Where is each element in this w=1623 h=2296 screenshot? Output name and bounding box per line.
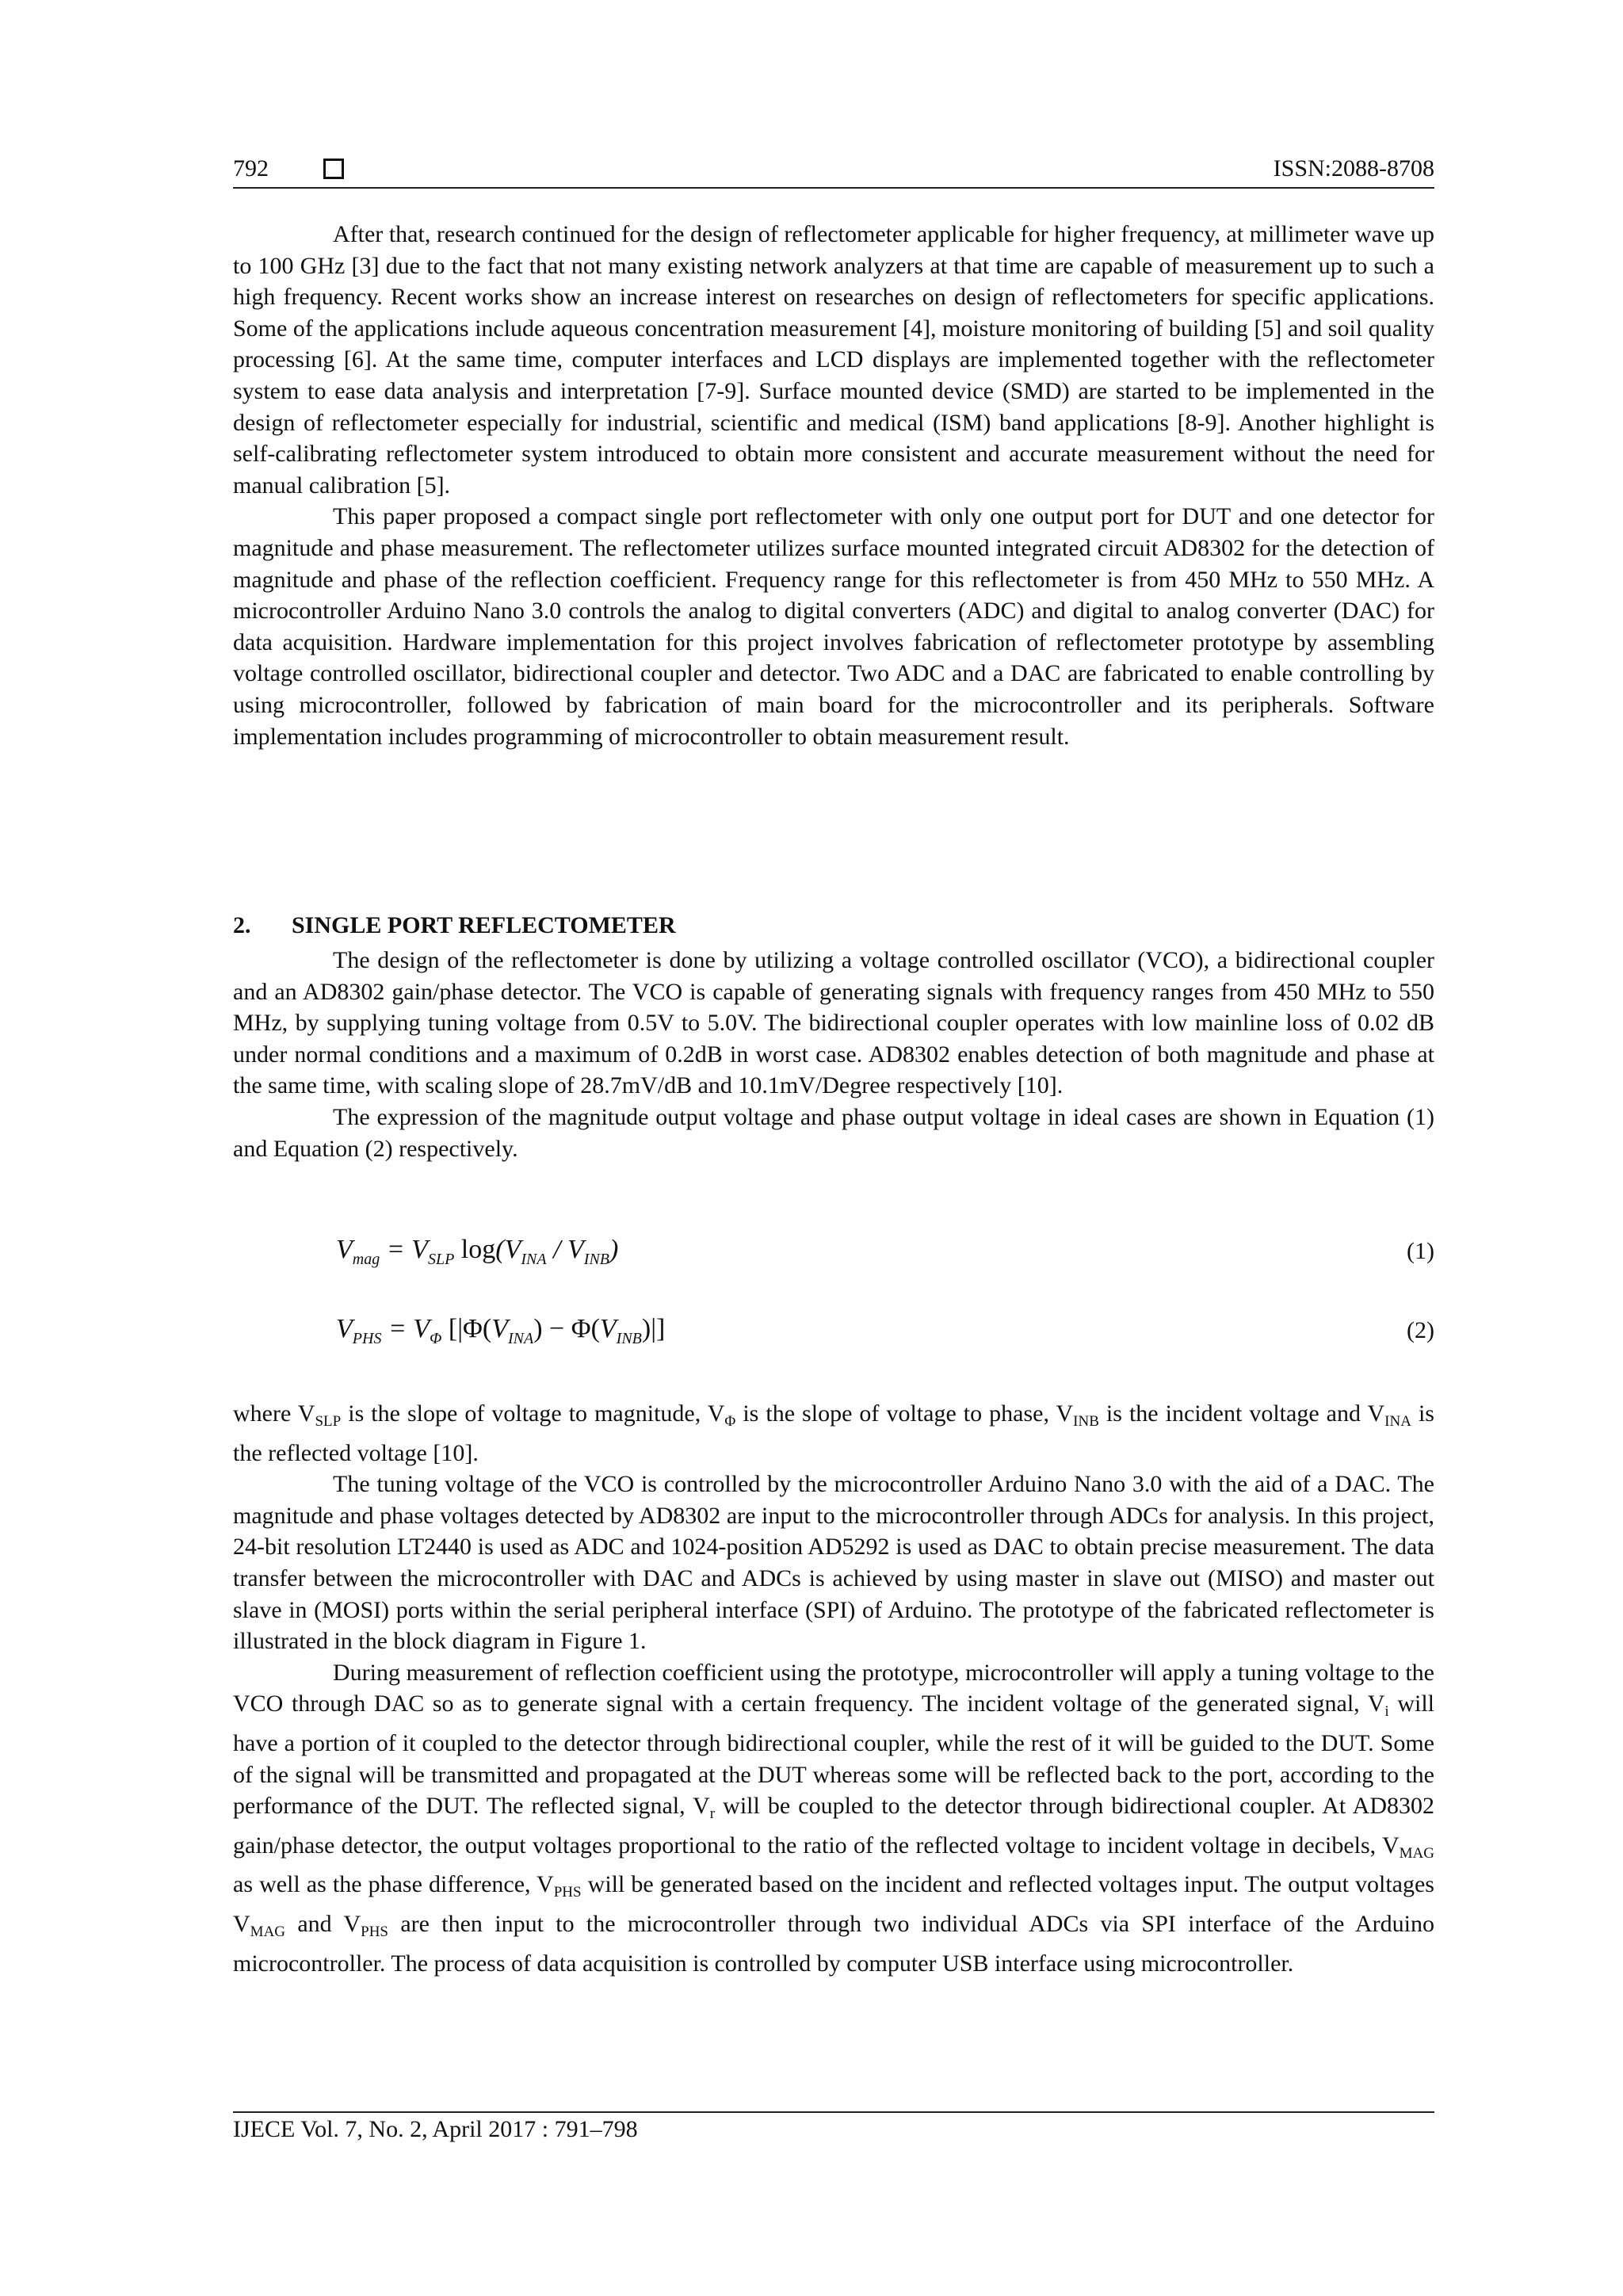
equation-1-number: (1) xyxy=(1407,1238,1434,1264)
checkbox-icon xyxy=(323,159,344,179)
equation-1-formula: $V_{mag} = V_{SLP}$ $\log(V_{INA} / V_{INB})$ xyxy=(336,1235,619,1268)
paragraph: During measurement of reflection coefficient using the prototype, microcontroller will apply a tuning voltage to the VCO through DAC so as to generate signal with a certain frequency. The incident voltage of the generated signal, $V_i$ will have a portion of it coupled to the detector through bidirectional coupler, while the rest of it will be guided to the DUT. Some of the signal will be transmitted and propagated at the DUT whereas some will be reflected back to the port, according to the performance of the DUT. The reflected signal, $V_r$ will be coupled to the detector through bidirectional coupler. At AD8302 gain/phase detector, the output voltages proportional to the ratio of the reflected voltage to incident voltage in decibels, $V_{MAG}$ as well as the phase difference, $V_{PHS}$ will be generated based on the incident and reflected voltages input. The output voltages $V_{MAG}$ and $V_{PHS}$ are then input to the microcontroller through two individual ADCs via SPI interface of the Arduino microcontroller. The process of data acquisition is controlled by computer USB interface using microcontroller. xyxy=(233,1659,1434,1977)
paragraph: The expression of the magnitude output voltage and phase output voltage in ideal cases are shown in Equation (1) and Equation (2) respectively. xyxy=(233,1103,1434,1162)
equation-2-formula: $V_{PHS} = V_\Phi$ $[|\Phi(V_{INA}) - \Phi(V_{INB})|]$ xyxy=(336,1314,666,1347)
page-number: 792 xyxy=(233,155,269,181)
paragraph: The design of the reflectometer is done by utilizing a voltage controlled oscillator (VCO), a bidirectional coupler and an AD8302 gain/phase detector. The VCO is capable of generating signals with frequency ranges from 450 MHz to 550 MHz, by supplying tuning voltage from 0.5V to 5.0V. The bidirectional coupler operates with low mainline loss of 0.02 dB under normal conditions and a maximum of 0.2dB in worst case. AD8302 enables detection of both magnitude and phase at the same time, with scaling slope of 28.7mV/dB and 10.1mV/Degree respectively [10]. xyxy=(233,947,1434,1099)
header-rule xyxy=(233,187,1434,189)
paragraph: The tuning voltage of the VCO is controlled by the microcontroller Arduino Nano 3.0 with the aid of a DAC. The magnitude and phase voltages detected by AD8302 are input to the microcontroller through ADCs for analysis. In this project, 24-bit resolution LT2440 is used as ADC and 1024-position AD5292 is used as DAC to obtain precise measurement. The data transfer between the microcontroller with DAC and ADCs is achieved by using master in slave out (MISO) and master out slave in (MOSI) ports within the serial peripheral interface (SPI) of Arduino. The prototype of the fabricated reflectometer is illustrated in the block diagram in Figure 1. xyxy=(233,1471,1434,1655)
section2-continued-text xyxy=(233,1398,1434,1979)
equation-2-number: (2) xyxy=(1407,1317,1434,1343)
page-footer: IJECE Vol. 7, No. 2, April 2017 : 791–798 xyxy=(233,2116,638,2142)
paragraph: where $V_{SLP}$ is the slope of voltage to magnitude, $V_\Phi$ is the slope of voltage to phase, $V_{INB}$ is the incident voltage and $V_{INA}$ is the reflected voltage [10]. xyxy=(233,1400,1434,1466)
section2-text xyxy=(233,945,1434,1164)
section-number: 2. xyxy=(233,912,251,938)
issn-label: ISSN:2088-8708 xyxy=(1273,155,1434,181)
paragraph: After that, research continued for the design of reflectometer applicable for higher frequency, at millimeter wave up to 100 GHz [3] due to the fact that not many existing network analyzers at that time are capable of measurement up to such a high frequency. Recent works show an increase interest on researches on design of reflectometers for specific applications. Some of the applications include aqueous concentration measurement [4], moisture monitoring of building [5] and soil quality processing [6]. At the same time, computer interfaces and LCD displays are implemented together with the reflectometer system to ease data analysis and interpretation [7-9]. Surface mounted device (SMD) are started to be implemented in the design of reflectometer especially for industrial, scientific and medical (ISM) band applications [8-9]. Another highlight is self-calibrating reflectometer system introduced to obtain more consistent and accurate measurement without the need for manual calibration [5]. xyxy=(233,221,1434,499)
section-heading xyxy=(233,912,676,939)
paragraph: This paper proposed a compact single port reflectometer with only one output port for DUT and one detector for magnitude and phase measurement. The reflectometer utilizes surface mounted integrated circuit AD8302 for the detection of magnitude and phase of the reflection coefficient. Frequency range for this reflectometer is from 450 MHz to 550 MHz. A microcontroller Arduino Nano 3.0 controls the analog to digital converters (ADC) and digital to analog converter (DAC) for data acquisition. Hardware implementation for this project involves fabrication of reflectometer prototype by assembling voltage controlled oscillator, bidirectional coupler and detector. Two ADC and a DAC are fabricated to enable controlling by using microcontroller, followed by fabrication of main board for the microcontroller and its peripherals. Software implementation includes programming of microcontroller to obtain measurement result. xyxy=(233,503,1434,750)
section-title: SINGLE PORT REFLECTOMETER xyxy=(292,912,676,938)
footer-rule xyxy=(233,2111,1434,2113)
equation-1 xyxy=(336,1235,1434,1269)
intro-text xyxy=(233,219,1434,752)
equation-2 xyxy=(336,1314,1434,1348)
page-header xyxy=(233,155,1434,187)
